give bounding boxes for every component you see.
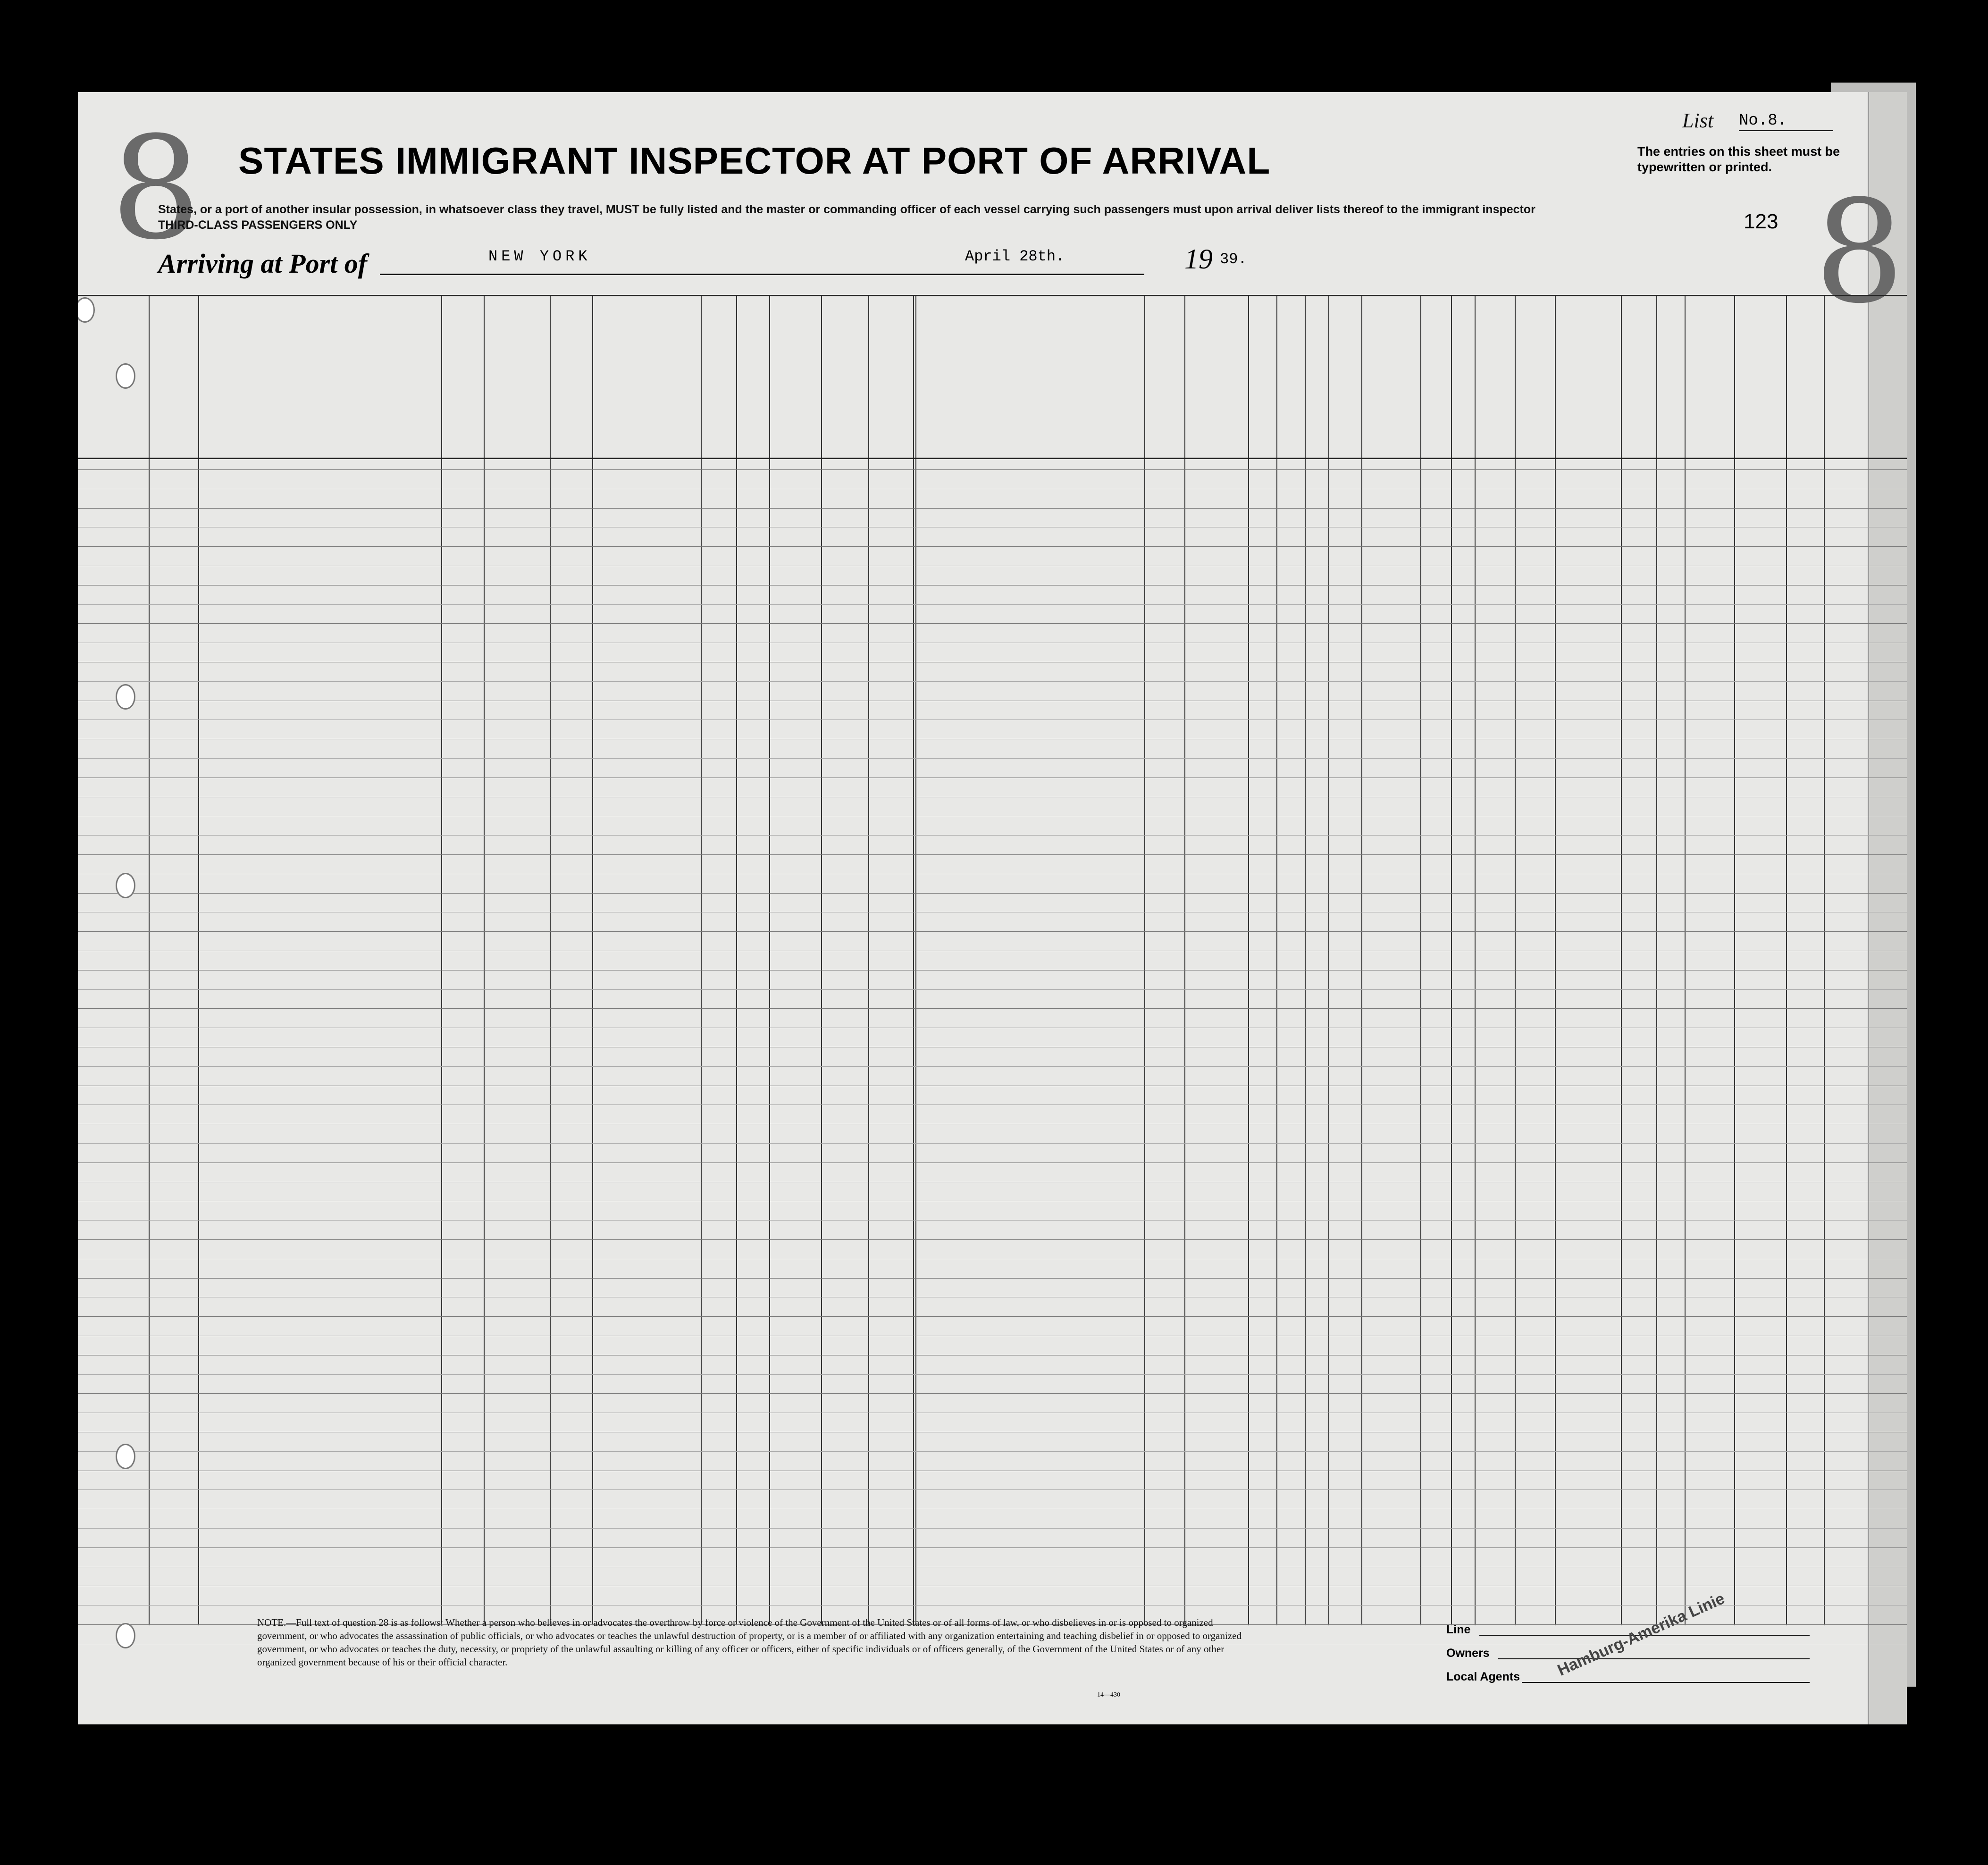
row-subrule bbox=[78, 1374, 1907, 1375]
port-line bbox=[380, 274, 923, 275]
page-title: STATES IMMIGRANT INSPECTOR AT PORT OF ARRIVAL bbox=[238, 140, 1271, 182]
sheet-mark-right: 8 bbox=[1814, 170, 1904, 335]
passenger-class: THIRD-CLASS PASSENGERS ONLY bbox=[158, 218, 358, 232]
punch-hole bbox=[116, 873, 135, 898]
row-rule bbox=[78, 623, 1907, 624]
row-subrule bbox=[78, 719, 1907, 720]
manifest-table bbox=[78, 295, 1907, 1625]
column-rule bbox=[1144, 295, 1145, 1625]
column-rule bbox=[821, 295, 822, 1625]
column-rule bbox=[701, 295, 702, 1625]
shipping-line-stamp: Hamburg-Amerika Linie bbox=[1555, 1589, 1728, 1680]
date-line bbox=[875, 274, 1144, 275]
row-rule bbox=[78, 1239, 1907, 1240]
row-subrule bbox=[78, 1489, 1907, 1490]
column-rule bbox=[1276, 295, 1277, 1625]
row-rule bbox=[78, 469, 1907, 470]
agents-field bbox=[1522, 1682, 1810, 1683]
row-rule bbox=[78, 854, 1907, 855]
column-rule bbox=[769, 295, 770, 1625]
page-number: 123 bbox=[1744, 210, 1778, 233]
punch-hole bbox=[116, 1623, 135, 1648]
sheet-mark-left: 8 bbox=[111, 106, 201, 271]
column-rule bbox=[913, 295, 914, 1625]
owners-field bbox=[1498, 1658, 1810, 1659]
agents-label: Local Agents bbox=[1446, 1670, 1520, 1683]
column-rule bbox=[1685, 295, 1686, 1625]
year-prefix: 19 bbox=[1184, 243, 1213, 275]
year-suffix: 39. bbox=[1220, 251, 1247, 268]
row-rule bbox=[78, 931, 1907, 932]
row-rule bbox=[78, 508, 1907, 509]
column-rule bbox=[1328, 295, 1329, 1625]
row-subrule bbox=[78, 1104, 1907, 1105]
column-rule bbox=[1305, 295, 1306, 1625]
row-rule bbox=[78, 893, 1907, 894]
row-subrule bbox=[78, 1220, 1907, 1221]
row-subrule bbox=[78, 835, 1907, 836]
row-rule bbox=[78, 1008, 1907, 1009]
arrival-date: April 28th. bbox=[965, 248, 1065, 265]
column-rule bbox=[1515, 295, 1516, 1625]
row-subrule bbox=[78, 758, 1907, 759]
column-rule bbox=[1475, 295, 1476, 1625]
arriving-label: Arriving at Port of bbox=[158, 248, 368, 279]
column-rule bbox=[1786, 295, 1787, 1625]
header-bottom-rule bbox=[78, 458, 1907, 459]
footnote-question-28: NOTE.—Full text of question 28 is as follows: Whether a person who believes in or advocates the overthrow by force or violence of the Government of the United States or of all forms of law, or who disbelieves in or is opposed to organized government, or who advocates the assassination of public officials, or who advocates or teaches the unlawful destruction of property, or is a member of or affiliated with any organization entertaining and teaching disbelief in or opposed to organized government, or who advocates or teaches the duty, necessity, or propriety of the unlawful assaulting or killing of any officer or officers, either of specific individuals or of officers generally, of the Government of the United States or of any other organized government because of his or their official character. bbox=[257, 1617, 1241, 1668]
column-rule bbox=[1248, 295, 1249, 1625]
list-number: No.8. bbox=[1739, 112, 1833, 131]
column-rule bbox=[484, 295, 485, 1625]
row-rule bbox=[78, 1547, 1907, 1548]
line-label: Line bbox=[1446, 1623, 1471, 1636]
column-rule bbox=[592, 295, 593, 1625]
row-rule bbox=[78, 1393, 1907, 1394]
column-rule bbox=[550, 295, 551, 1625]
column-rule bbox=[868, 295, 869, 1625]
row-rule bbox=[78, 546, 1907, 547]
row-subrule bbox=[78, 1605, 1907, 1606]
page-subtitle: States, or a port of another insular possession, in whatsoever class they travel, MUST be fully listed and the master or commanding officer of each vessel carrying such passengers must upon arrival deliver lists thereof to the immigrant inspector bbox=[158, 203, 1535, 216]
punch-hole bbox=[116, 363, 135, 389]
punch-hole bbox=[116, 1444, 135, 1469]
column-rule bbox=[441, 295, 442, 1625]
column-rule bbox=[1361, 295, 1362, 1625]
row-subrule bbox=[78, 604, 1907, 605]
form-number: 14—430 bbox=[1097, 1691, 1120, 1698]
column-rule bbox=[1824, 295, 1825, 1625]
row-subrule bbox=[78, 989, 1907, 990]
owners-label: Owners bbox=[1446, 1647, 1490, 1660]
row-rule bbox=[78, 1316, 1907, 1317]
column-rule bbox=[915, 295, 916, 1625]
column-rule bbox=[736, 295, 737, 1625]
row-subrule bbox=[78, 1066, 1907, 1067]
list-label: List bbox=[1682, 109, 1714, 132]
row-subrule bbox=[78, 1143, 1907, 1144]
column-rule bbox=[149, 295, 150, 1625]
column-rule bbox=[1555, 295, 1556, 1625]
column-rule bbox=[198, 295, 199, 1625]
row-subrule bbox=[78, 681, 1907, 682]
column-rule bbox=[1621, 295, 1622, 1625]
column-rule bbox=[1451, 295, 1452, 1625]
column-rule bbox=[1420, 295, 1421, 1625]
row-rule bbox=[78, 1278, 1907, 1279]
port-name: NEW YORK bbox=[488, 248, 591, 265]
row-rule bbox=[78, 1162, 1907, 1163]
manifest-sheet bbox=[78, 92, 1907, 1724]
column-rule bbox=[1184, 295, 1185, 1625]
entries-note: The entries on this sheet must be typewritten or printed. bbox=[1637, 144, 1840, 174]
header-rule bbox=[78, 295, 1907, 296]
row-subrule bbox=[78, 1528, 1907, 1529]
column-rule bbox=[1734, 295, 1735, 1625]
punch-hole bbox=[116, 684, 135, 710]
column-rule bbox=[1656, 295, 1657, 1625]
row-subrule bbox=[78, 1451, 1907, 1452]
